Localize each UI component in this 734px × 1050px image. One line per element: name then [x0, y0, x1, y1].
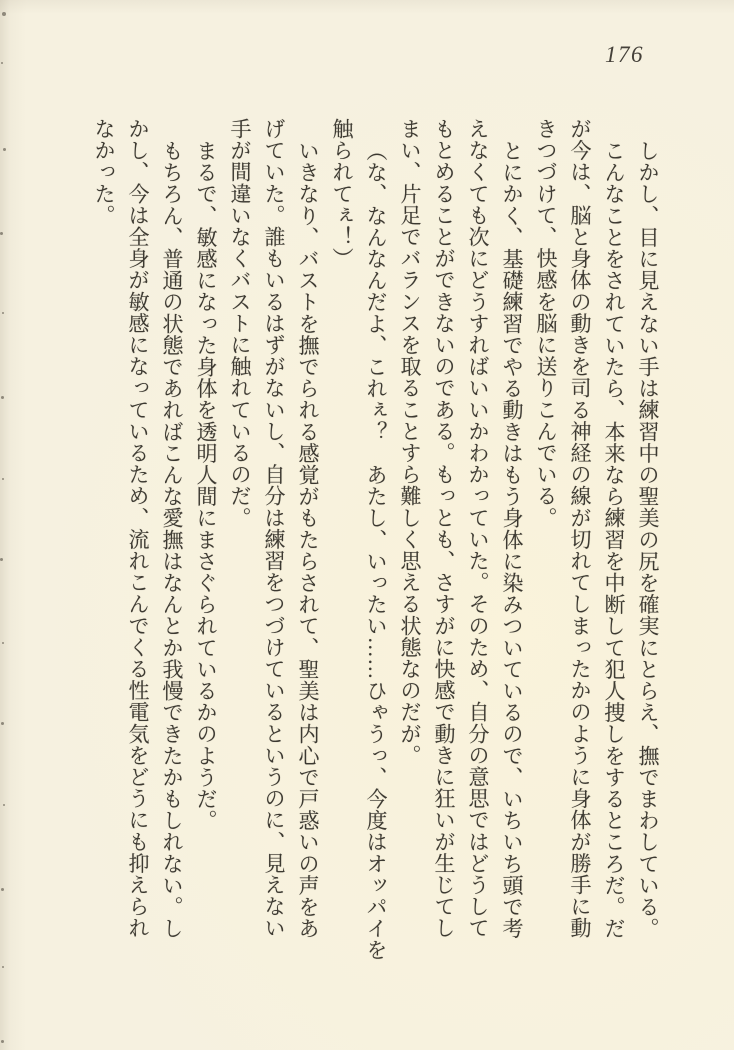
- scan-speck: [2, 478, 4, 480]
- scan-speck: [0, 558, 3, 561]
- text-column-5: とにかく、基礎練習でやる動きはもう身体に染みついているので、いちいち頭で考: [500, 139, 524, 939]
- scan-speck: [2, 12, 6, 16]
- text-column-17: なかった。: [92, 118, 116, 226]
- text-column-4: きつづけて、快感を脳に送りこんでいる。: [534, 118, 558, 529]
- text-column-7: もとめることができないのである。もっとも、さすがに快感で動きに狂いが生じてし: [432, 118, 456, 939]
- text-column-2: こんなことをされていたら、本来なら練習を中断して犯人捜しをするところだ。だ: [602, 139, 626, 939]
- scan-speck: [1, 722, 4, 725]
- text-column-11: いきなり、バストを撫でられる感覚がもたらされて、聖美は内心で戸惑いの声をあ: [296, 139, 320, 939]
- text-column-12: げていた。誰もいるはずがないし、自分は練習をつづけているというのに、見えない: [262, 118, 286, 939]
- scan-speck: [1, 1040, 4, 1043]
- text-column-10: 触られてぇ！）: [330, 118, 354, 270]
- text-column-3: が今は、脳と身体の動きを司る神経の線が切れてしまったかのように身体が勝手に動: [568, 118, 592, 939]
- scan-speck: [1, 888, 4, 891]
- text-column-15: もちろん、普通の状態であればこんな愛撫はなんとか我慢できたかもしれない。し: [160, 139, 184, 939]
- text-column-8: まい、片足でバランスを取ることすら難しく思える状態なのだが。: [398, 118, 422, 766]
- scan-speck: [2, 642, 4, 644]
- text-column-6: えなくても次にどうすればいいかわかっていた。そのため、自分の意思ではどうして: [466, 118, 490, 939]
- scan-speck: [2, 966, 4, 968]
- scan-speck: [1, 62, 3, 64]
- text-column-16: かし、今は全身が敏感になっているため、流れこんでくる性電気をどうにも抑えられ: [126, 118, 150, 939]
- text-column-14: まるで、敏感になった身体を透明人間にまさぐられているかのようだ。: [194, 139, 218, 831]
- scan-speck: [2, 312, 4, 314]
- scan-speck: [3, 148, 6, 151]
- text-column-13: 手が間違いなくバストに触れているのだ。: [228, 118, 252, 529]
- text-column-9: （な、なんなんだよ、これぇ？ あたし、いったい……ひゃうっ、今度はオッパイを: [364, 139, 388, 961]
- text-column-1: しかし、目に見えない手は練習中の聖美の尻を確実にとらえ、撫でまわしている。: [636, 139, 660, 939]
- page-number: 176: [605, 42, 644, 67]
- scan-speck: [1, 396, 4, 399]
- scan-speck: [0, 232, 3, 235]
- scan-speck: [3, 804, 5, 806]
